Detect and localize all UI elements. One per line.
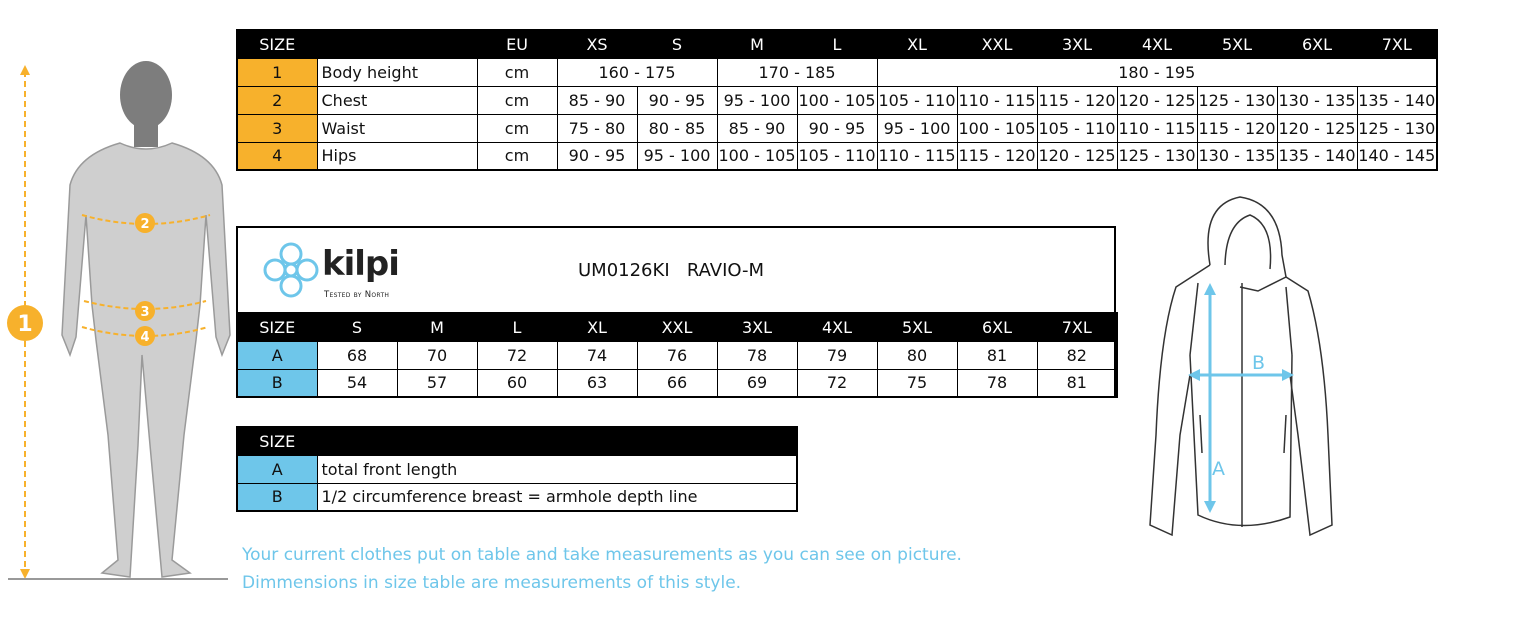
header-cell: XS xyxy=(557,30,637,58)
table-cell: 82 xyxy=(1037,341,1117,369)
row-label: A xyxy=(237,341,317,369)
garment-size-table xyxy=(236,312,1118,398)
table-cell: 85 - 90 xyxy=(557,86,637,114)
row-label: Hips xyxy=(317,142,477,170)
table-cell: 76 xyxy=(637,341,717,369)
table-cell: 100 - 105 xyxy=(717,142,797,170)
header-cell: SIZE xyxy=(237,427,317,455)
table-cell: 110 - 115 xyxy=(957,86,1037,114)
header-cell: XL xyxy=(557,313,637,341)
style-code: UM0126KI xyxy=(578,260,670,281)
table-row xyxy=(237,86,1437,114)
row-label: Chest xyxy=(317,86,477,114)
header-cell: M xyxy=(397,313,477,341)
table-cell: 78 xyxy=(717,341,797,369)
table-cell: 63 xyxy=(557,369,637,397)
dimension-note: Dimmensions in size table are measurements of this style. xyxy=(242,573,742,593)
header-cell: S xyxy=(317,313,397,341)
garment-table-header xyxy=(237,313,1117,341)
table-cell: 125 - 130 xyxy=(1357,114,1437,142)
row-number: 2 xyxy=(237,86,317,114)
table-cell: 75 xyxy=(877,369,957,397)
table-cell: 90 - 95 xyxy=(557,142,637,170)
table-cell: 66 xyxy=(637,369,717,397)
jacket-measure-a: A xyxy=(1212,458,1225,480)
table-cell: 120 - 125 xyxy=(1117,86,1197,114)
legend-header xyxy=(237,427,797,455)
table-cell: 95 - 100 xyxy=(717,86,797,114)
row-unit: cm xyxy=(477,114,557,142)
header-cell: 5XL xyxy=(1197,30,1277,58)
style-title xyxy=(578,260,764,281)
row-unit: cm xyxy=(477,58,557,86)
jacket-measurement-figure xyxy=(1140,195,1340,550)
header-cell: 5XL xyxy=(877,313,957,341)
table-cell: 95 - 100 xyxy=(877,114,957,142)
header-cell: XL xyxy=(877,30,957,58)
table-cell: 68 xyxy=(317,341,397,369)
table-cell: 81 xyxy=(1037,369,1117,397)
header-cell: 3XL xyxy=(1037,30,1117,58)
table-cell: 130 - 135 xyxy=(1277,86,1357,114)
table-cell: 85 - 90 xyxy=(717,114,797,142)
size-table-header xyxy=(237,30,1437,58)
table-cell: 75 - 80 xyxy=(557,114,637,142)
table-cell: 115 - 120 xyxy=(1197,114,1277,142)
header-cell: EU xyxy=(477,30,557,58)
table-row xyxy=(237,58,1437,86)
table-cell: 125 - 130 xyxy=(1197,86,1277,114)
row-label: Waist xyxy=(317,114,477,142)
table-cell: 135 - 140 xyxy=(1357,86,1437,114)
table-row xyxy=(237,455,797,483)
table-cell: 72 xyxy=(797,369,877,397)
jacket-measure-b: B xyxy=(1252,352,1266,374)
header-cell: L xyxy=(797,30,877,58)
table-row xyxy=(237,483,797,511)
table-cell: 140 - 145 xyxy=(1357,142,1437,170)
table-cell: 90 - 95 xyxy=(797,114,877,142)
row-label: A xyxy=(237,455,317,483)
header-cell: 7XL xyxy=(1357,30,1437,58)
header-cell: S xyxy=(637,30,717,58)
brand-tagline: Tested by North xyxy=(324,290,390,300)
table-cell: 79 xyxy=(797,341,877,369)
legend-description: total front length xyxy=(317,455,797,483)
table-cell: 160 - 175 xyxy=(557,58,717,86)
table-cell: 54 xyxy=(317,369,397,397)
row-label: B xyxy=(237,369,317,397)
header-cell: XXL xyxy=(637,313,717,341)
hips-marker: 4 xyxy=(140,330,150,345)
table-cell: 60 xyxy=(477,369,557,397)
row-label: B xyxy=(237,483,317,511)
table-cell: 120 - 125 xyxy=(1037,142,1117,170)
kilpi-knot-logo-icon xyxy=(262,240,320,300)
table-cell: 90 - 95 xyxy=(637,86,717,114)
chest-marker: 2 xyxy=(140,217,150,232)
header-cell xyxy=(317,427,797,455)
table-cell: 95 - 100 xyxy=(637,142,717,170)
row-unit: cm xyxy=(477,142,557,170)
table-cell: 80 xyxy=(877,341,957,369)
table-cell: 180 - 195 xyxy=(877,58,1437,86)
header-cell: 6XL xyxy=(1277,30,1357,58)
table-cell: 70 xyxy=(397,341,477,369)
height-marker: 1 xyxy=(17,312,33,337)
body-measurement-figure xyxy=(0,55,235,585)
header-cell xyxy=(317,30,477,58)
table-row xyxy=(237,114,1437,142)
table-cell: 170 - 185 xyxy=(717,58,877,86)
table-cell: 130 - 135 xyxy=(1197,142,1277,170)
row-number: 1 xyxy=(237,58,317,86)
row-unit: cm xyxy=(477,86,557,114)
table-cell: 100 - 105 xyxy=(797,86,877,114)
table-cell: 115 - 120 xyxy=(957,142,1037,170)
measurement-note: Your current clothes put on table and take measurements as you can see on picture. xyxy=(242,545,962,565)
table-cell: 78 xyxy=(957,369,1037,397)
waist-marker: 3 xyxy=(140,305,150,320)
header-cell: 3XL xyxy=(717,313,797,341)
table-cell: 57 xyxy=(397,369,477,397)
header-cell: 4XL xyxy=(1117,30,1197,58)
header-cell: 4XL xyxy=(797,313,877,341)
legend-description: 1/2 circumference breast = armhole depth line xyxy=(317,483,797,511)
row-label: Body height xyxy=(317,58,477,86)
row-number: 3 xyxy=(237,114,317,142)
table-cell: 105 - 110 xyxy=(797,142,877,170)
header-cell: 7XL xyxy=(1037,313,1117,341)
table-cell: 105 - 110 xyxy=(1037,114,1117,142)
table-cell: 115 - 120 xyxy=(1037,86,1117,114)
header-cell: M xyxy=(717,30,797,58)
table-cell: 80 - 85 xyxy=(637,114,717,142)
table-cell: 120 - 125 xyxy=(1277,114,1357,142)
table-cell: 74 xyxy=(557,341,637,369)
style-name: RAVIO-M xyxy=(686,260,765,281)
table-row xyxy=(237,369,1117,397)
table-cell: 72 xyxy=(477,341,557,369)
table-cell: 110 - 115 xyxy=(1117,114,1197,142)
table-row xyxy=(237,341,1117,369)
header-cell: 6XL xyxy=(957,313,1037,341)
table-cell: 110 - 115 xyxy=(877,142,957,170)
table-cell: 69 xyxy=(717,369,797,397)
table-cell: 125 - 130 xyxy=(1117,142,1197,170)
table-cell: 135 - 140 xyxy=(1277,142,1357,170)
header-cell: XXL xyxy=(957,30,1037,58)
body-size-table xyxy=(236,29,1438,171)
header-cell: SIZE xyxy=(237,313,317,341)
header-cell: L xyxy=(477,313,557,341)
brand-name: kilpi xyxy=(322,244,399,284)
table-row xyxy=(237,142,1437,170)
table-cell: 100 - 105 xyxy=(957,114,1037,142)
table-cell: 81 xyxy=(957,341,1037,369)
header-cell: SIZE xyxy=(237,30,317,58)
table-cell: 105 - 110 xyxy=(877,86,957,114)
measurement-legend-table xyxy=(236,426,798,512)
row-number: 4 xyxy=(237,142,317,170)
